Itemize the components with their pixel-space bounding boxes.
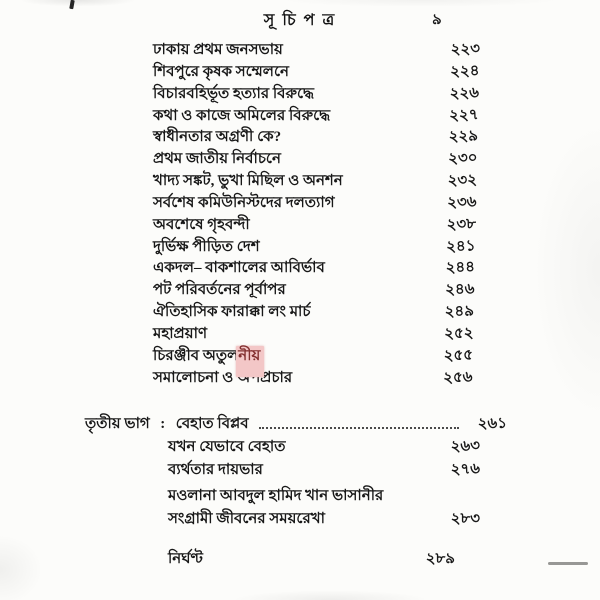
toc-entry-page-number: ২৭৬ <box>450 461 481 479</box>
toc-entry <box>153 325 480 347</box>
toc-entry-title: খাদ্য সঙ্কট, ভুখা মিছিল ও অনশন <box>153 173 343 190</box>
toc-entry <box>153 347 480 369</box>
toc-entry-page-number: ২৬৩ <box>450 438 481 456</box>
toc-entry-title: দুর্ভিক্ষ পীড়িত দেশ <box>153 238 260 255</box>
toc-entry-page-number: ২২৩ <box>450 41 481 59</box>
toc-entry-title: স্বাধীনতার অগ্রণী কে? <box>153 129 282 146</box>
toc-entry-title: শিবপুরে কৃষক সম্মেলনে <box>153 63 289 80</box>
toc-entry-page-number: ২৫৬ <box>442 369 473 387</box>
toc-entry-title: ব্যর্থতার দায়ভার <box>168 462 263 478</box>
toc-entry-page-number: ২২৯ <box>448 128 479 146</box>
toc-entry-title-line1: মওলানা আবদুল হামিদ খান ভাসানীর <box>168 488 384 504</box>
toc-entry-title: যখন যেভাবে বেহাত <box>168 439 286 455</box>
toc-entry-page-number: ২৪৪ <box>445 259 476 277</box>
toc-entry-title: সর্বশেষ কমিউনিস্টদের দলত্যাগ <box>153 194 335 211</box>
toc-entry-page-number: ২৩৮ <box>446 216 477 234</box>
toc-entry <box>168 438 480 461</box>
toc-entry-page-number: ২২৭ <box>448 106 479 124</box>
toc-entry <box>153 259 480 281</box>
toc-entry <box>153 369 480 391</box>
toc-entry-title: মহাপ্রয়াণ <box>153 325 208 342</box>
toc-entry-page-number: ২৫৫ <box>443 347 474 365</box>
toc-entry <box>168 510 480 529</box>
section-page-number: ২৬১ <box>477 416 507 432</box>
toc-entry-page-number: ২৪১ <box>445 237 476 255</box>
toc-entry-page-number: ২৩২ <box>447 172 478 190</box>
toc-entry-page-number: ২৪৬ <box>444 281 475 299</box>
toc-entry-title: অবশেষে গৃহবন্দী <box>153 216 250 233</box>
header-page-number: ৯ <box>432 12 442 28</box>
toc-entry <box>153 150 480 172</box>
page-title: সূ চি প ত্র <box>263 12 337 29</box>
toc-list-part-two <box>153 41 480 391</box>
toc-entry-index <box>168 550 455 569</box>
highlight-mark: নীয় <box>238 347 261 364</box>
toc-entry-title: নির্ঘণ্ট <box>168 551 203 567</box>
toc-entry <box>153 303 480 325</box>
toc-entry <box>153 281 480 303</box>
section-three-header <box>85 414 507 434</box>
toc-entry-page-number: ২৮৯ <box>425 551 455 567</box>
toc-entry-title: বিচারবহির্ভূত হত্যার বিরুদ্ধে <box>153 85 315 102</box>
toc-entry <box>153 216 480 238</box>
toc-entry-page-number: ২৪৯ <box>444 303 475 321</box>
toc-entry-title: পট পরিবর্তনের পূর্বাপর <box>153 282 286 299</box>
toc-entry-title-line2: সংগ্রামী জীবনের সময়রেখা <box>168 511 325 527</box>
toc-entry <box>153 41 480 63</box>
section-title: বেহাত বিপ্লব <box>175 416 249 432</box>
toc-entry-title: ঢাকায় প্রথম জনসভায় <box>153 42 283 58</box>
toc-entry <box>153 128 480 150</box>
toc-entry-title: চিরঞ্জীব অতুলনীয় <box>153 347 261 364</box>
toc-entry-page-number: ২২৪ <box>449 63 480 81</box>
dotted-leader <box>259 427 459 429</box>
toc-entry-page-number: ২৫২ <box>443 325 474 343</box>
toc-list-part-three <box>168 438 480 484</box>
toc-entry <box>153 172 480 194</box>
toc-entry-page-number: ২৩০ <box>447 150 478 168</box>
toc-entry-title: কথা ও কাজে অমিলের বিরুদ্ধে <box>153 107 331 124</box>
toc-entry-two-line <box>168 487 480 529</box>
toc-entry <box>168 461 480 484</box>
toc-entry-title: একদল– বাকশালের আবির্ভাব <box>153 260 325 277</box>
toc-entry-title: ঐতিহাসিক ফারাক্কা লং মার্চ <box>153 304 311 321</box>
section-label: তৃতীয় ভাগ <box>85 416 150 432</box>
toc-entry-page-number: ২৮৩ <box>450 511 480 527</box>
toc-entry <box>153 238 480 260</box>
toc-entry-page-number: ২২৬ <box>449 84 480 102</box>
toc-entry-title: সমালোচনা ও অপপ্রচার <box>153 369 293 386</box>
toc-entry <box>153 107 480 129</box>
toc-entry-title: প্রথম জাতীয় নির্বাচনে <box>153 151 281 168</box>
toc-entry <box>153 194 480 216</box>
toc-entry <box>153 63 480 85</box>
toc-entry <box>153 85 480 107</box>
scan-artifact-dash <box>548 562 588 565</box>
toc-entry-page-number: ২৩৬ <box>446 194 477 212</box>
section-separator: : <box>160 416 166 432</box>
